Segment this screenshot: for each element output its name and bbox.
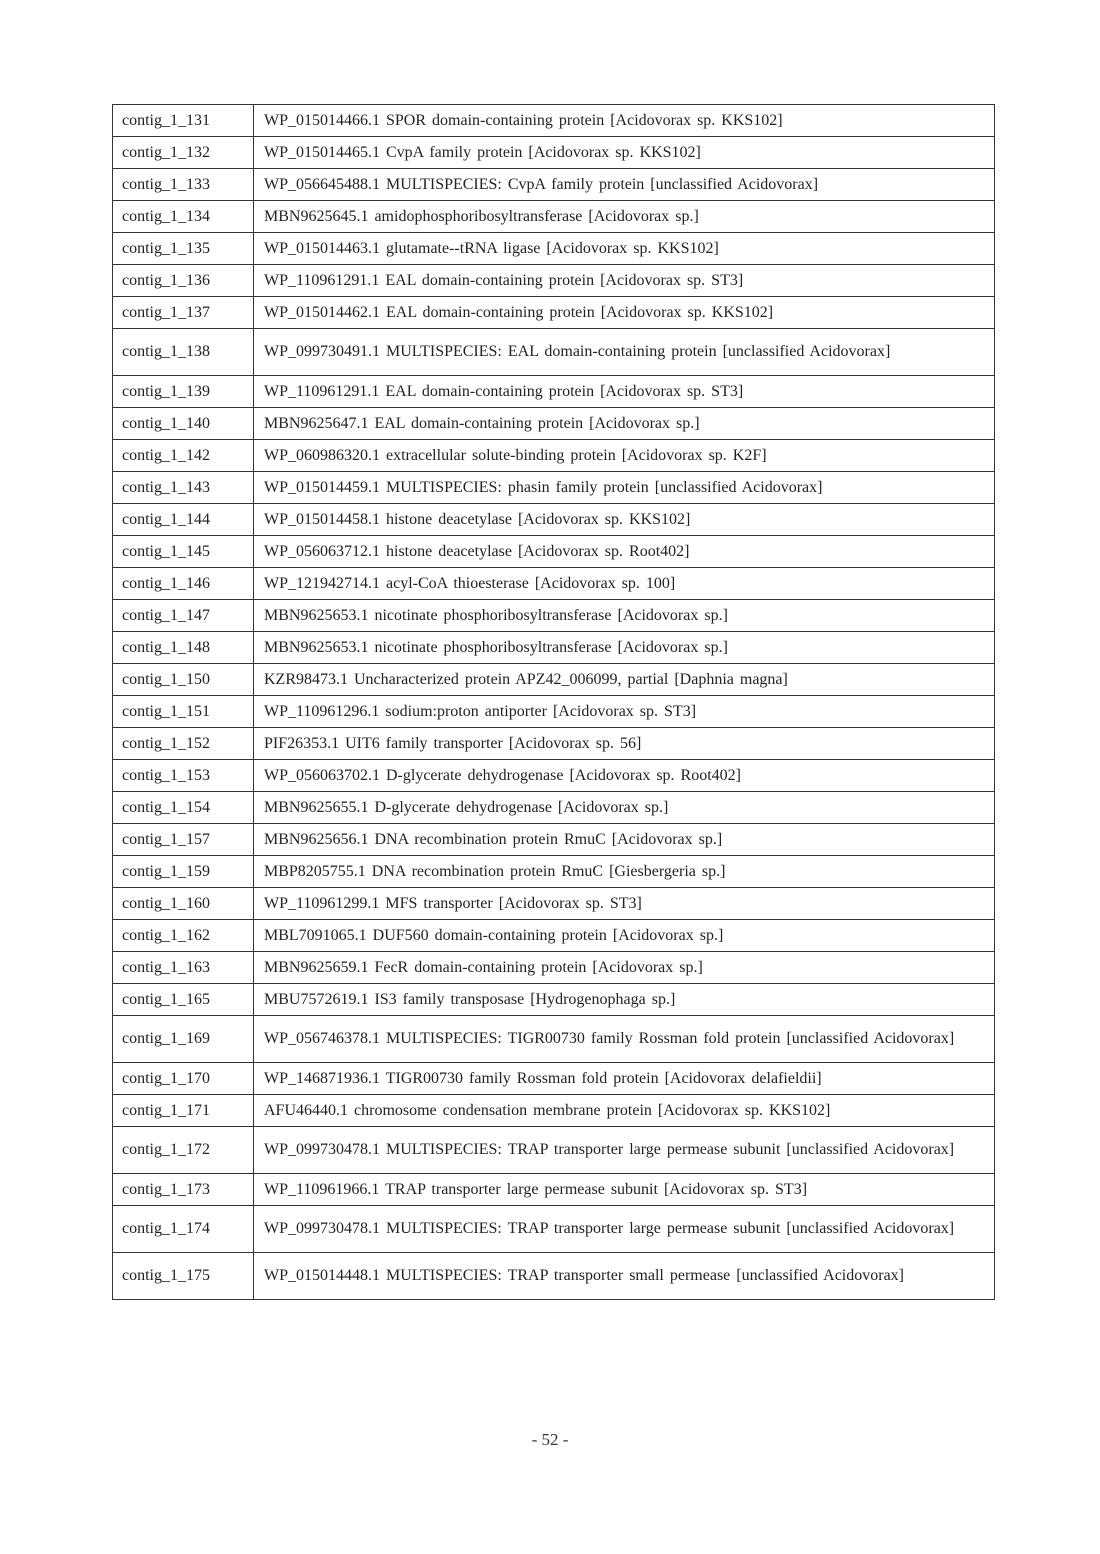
table-body	[113, 105, 995, 1300]
contig-id-cell: contig_1_163	[113, 952, 254, 984]
protein-description-cell: WP_110961299.1 MFS transporter [Acidovorax sp. ST3]	[254, 888, 995, 920]
protein-description-cell: MBN9625647.1 EAL domain-containing protein [Acidovorax sp.]	[254, 408, 995, 440]
protein-description-cell: WP_015014458.1 histone deacetylase [Acidovorax sp. KKS102]	[254, 504, 995, 536]
table-row	[113, 1174, 995, 1206]
table-row	[113, 408, 995, 440]
protein-description-cell: WP_110961966.1 TRAP transporter large permease subunit [Acidovorax sp. ST3]	[254, 1174, 995, 1206]
contig-id-cell: contig_1_170	[113, 1063, 254, 1095]
table-row	[113, 632, 995, 664]
table-row	[113, 1127, 995, 1174]
table-row	[113, 792, 995, 824]
contig-id-cell: contig_1_162	[113, 920, 254, 952]
table-row	[113, 1063, 995, 1095]
contig-id-cell: contig_1_138	[113, 329, 254, 376]
protein-description-cell: WP_121942714.1 acyl-CoA thioesterase [Acidovorax sp. 100]	[254, 568, 995, 600]
contig-id-cell: contig_1_169	[113, 1016, 254, 1063]
contig-id-cell: contig_1_131	[113, 105, 254, 137]
protein-description-cell: MBN9625655.1 D-glycerate dehydrogenase [Acidovorax sp.]	[254, 792, 995, 824]
contig-id-cell: contig_1_147	[113, 600, 254, 632]
protein-description-cell: WP_099730478.1 MULTISPECIES: TRAP transporter large permease subunit [unclassified Acidovorax]	[254, 1127, 995, 1174]
table-row	[113, 920, 995, 952]
table-row	[113, 600, 995, 632]
protein-description-cell: MBP8205755.1 DNA recombination protein RmuC [Giesbergeria sp.]	[254, 856, 995, 888]
contig-id-cell: contig_1_150	[113, 664, 254, 696]
protein-description-cell: WP_015014459.1 MULTISPECIES: phasin family protein [unclassified Acidovorax]	[254, 472, 995, 504]
table-row	[113, 1016, 995, 1063]
contig-id-cell: contig_1_146	[113, 568, 254, 600]
contig-annotation-table	[112, 104, 995, 1300]
contig-id-cell: contig_1_133	[113, 169, 254, 201]
table-row	[113, 696, 995, 728]
contig-id-cell: contig_1_142	[113, 440, 254, 472]
protein-description-cell: WP_015014448.1 MULTISPECIES: TRAP transporter small permease [unclassified Acidovorax]	[254, 1253, 995, 1300]
table-row	[113, 376, 995, 408]
table-row	[113, 536, 995, 568]
contig-id-cell: contig_1_136	[113, 265, 254, 297]
table-row	[113, 760, 995, 792]
contig-id-cell: contig_1_154	[113, 792, 254, 824]
protein-description-cell: MBU7572619.1 IS3 family transposase [Hydrogenophaga sp.]	[254, 984, 995, 1016]
protein-description-cell: WP_015014465.1 CvpA family protein [Acidovorax sp. KKS102]	[254, 137, 995, 169]
table-row	[113, 984, 995, 1016]
table-row	[113, 952, 995, 984]
contig-id-cell: contig_1_145	[113, 536, 254, 568]
protein-description-cell: WP_146871936.1 TIGR00730 family Rossman fold protein [Acidovorax delafieldii]	[254, 1063, 995, 1095]
table-row	[113, 1206, 995, 1253]
contig-id-cell: contig_1_173	[113, 1174, 254, 1206]
protein-description-cell: WP_056645488.1 MULTISPECIES: CvpA family protein [unclassified Acidovorax]	[254, 169, 995, 201]
protein-description-cell: MBN9625653.1 nicotinate phosphoribosyltransferase [Acidovorax sp.]	[254, 600, 995, 632]
table-row	[113, 824, 995, 856]
contig-id-cell: contig_1_160	[113, 888, 254, 920]
protein-description-cell: MBN9625659.1 FecR domain-containing protein [Acidovorax sp.]	[254, 952, 995, 984]
contig-id-cell: contig_1_148	[113, 632, 254, 664]
contig-id-cell: contig_1_174	[113, 1206, 254, 1253]
contig-id-cell: contig_1_139	[113, 376, 254, 408]
table-row	[113, 472, 995, 504]
table-row	[113, 1253, 995, 1300]
table-row	[113, 440, 995, 472]
protein-description-cell: MBN9625653.1 nicotinate phosphoribosyltransferase [Acidovorax sp.]	[254, 632, 995, 664]
table-row	[113, 201, 995, 233]
contig-id-cell: contig_1_157	[113, 824, 254, 856]
contig-id-cell: contig_1_132	[113, 137, 254, 169]
table-row	[113, 169, 995, 201]
contig-id-cell: contig_1_137	[113, 297, 254, 329]
contig-id-cell: contig_1_135	[113, 233, 254, 265]
protein-description-cell: WP_015014462.1 EAL domain-containing protein [Acidovorax sp. KKS102]	[254, 297, 995, 329]
contig-id-cell: contig_1_153	[113, 760, 254, 792]
protein-description-cell: WP_056063702.1 D-glycerate dehydrogenase [Acidovorax sp. Root402]	[254, 760, 995, 792]
table-row	[113, 233, 995, 265]
contig-id-cell: contig_1_134	[113, 201, 254, 233]
contig-id-cell: contig_1_151	[113, 696, 254, 728]
protein-description-cell: PIF26353.1 UIT6 family transporter [Acidovorax sp. 56]	[254, 728, 995, 760]
contig-id-cell: contig_1_175	[113, 1253, 254, 1300]
protein-description-cell: WP_099730491.1 MULTISPECIES: EAL domain-containing protein [unclassified Acidovorax]	[254, 329, 995, 376]
protein-description-cell: WP_099730478.1 MULTISPECIES: TRAP transporter large permease subunit [unclassified Acidovorax]	[254, 1206, 995, 1253]
contig-id-cell: contig_1_165	[113, 984, 254, 1016]
protein-description-cell: WP_110961296.1 sodium:proton antiporter [Acidovorax sp. ST3]	[254, 696, 995, 728]
protein-description-cell: WP_015014463.1 glutamate--tRNA ligase [Acidovorax sp. KKS102]	[254, 233, 995, 265]
table-row	[113, 568, 995, 600]
table-row	[113, 728, 995, 760]
protein-description-cell: AFU46440.1 chromosome condensation membrane protein [Acidovorax sp. KKS102]	[254, 1095, 995, 1127]
table-row	[113, 297, 995, 329]
contig-id-cell: contig_1_143	[113, 472, 254, 504]
contig-id-cell: contig_1_140	[113, 408, 254, 440]
protein-description-cell: WP_110961291.1 EAL domain-containing protein [Acidovorax sp. ST3]	[254, 376, 995, 408]
protein-description-cell: KZR98473.1 Uncharacterized protein APZ42_006099, partial [Daphnia magna]	[254, 664, 995, 696]
table-row	[113, 664, 995, 696]
protein-description-cell: WP_060986320.1 extracellular solute-binding protein [Acidovorax sp. K2F]	[254, 440, 995, 472]
table-row	[113, 856, 995, 888]
contig-id-cell: contig_1_152	[113, 728, 254, 760]
table-row	[113, 888, 995, 920]
protein-description-cell: MBN9625656.1 DNA recombination protein RmuC [Acidovorax sp.]	[254, 824, 995, 856]
protein-description-cell: WP_015014466.1 SPOR domain-containing protein [Acidovorax sp. KKS102]	[254, 105, 995, 137]
table-row	[113, 504, 995, 536]
table-row	[113, 105, 995, 137]
table-row	[113, 1095, 995, 1127]
contig-id-cell: contig_1_171	[113, 1095, 254, 1127]
contig-id-cell: contig_1_172	[113, 1127, 254, 1174]
table-row	[113, 137, 995, 169]
page-number: - 52 -	[531, 1430, 569, 1449]
protein-description-cell: WP_110961291.1 EAL domain-containing protein [Acidovorax sp. ST3]	[254, 265, 995, 297]
protein-description-cell: WP_056063712.1 histone deacetylase [Acidovorax sp. Root402]	[254, 536, 995, 568]
table-row	[113, 265, 995, 297]
protein-description-cell: WP_056746378.1 MULTISPECIES: TIGR00730 family Rossman fold protein [unclassified Acidovorax]	[254, 1016, 995, 1063]
table-row	[113, 329, 995, 376]
contig-id-cell: contig_1_159	[113, 856, 254, 888]
contig-id-cell: contig_1_144	[113, 504, 254, 536]
protein-description-cell: MBN9625645.1 amidophosphoribosyltransferase [Acidovorax sp.]	[254, 201, 995, 233]
protein-description-cell: MBL7091065.1 DUF560 domain-containing protein [Acidovorax sp.]	[254, 920, 995, 952]
